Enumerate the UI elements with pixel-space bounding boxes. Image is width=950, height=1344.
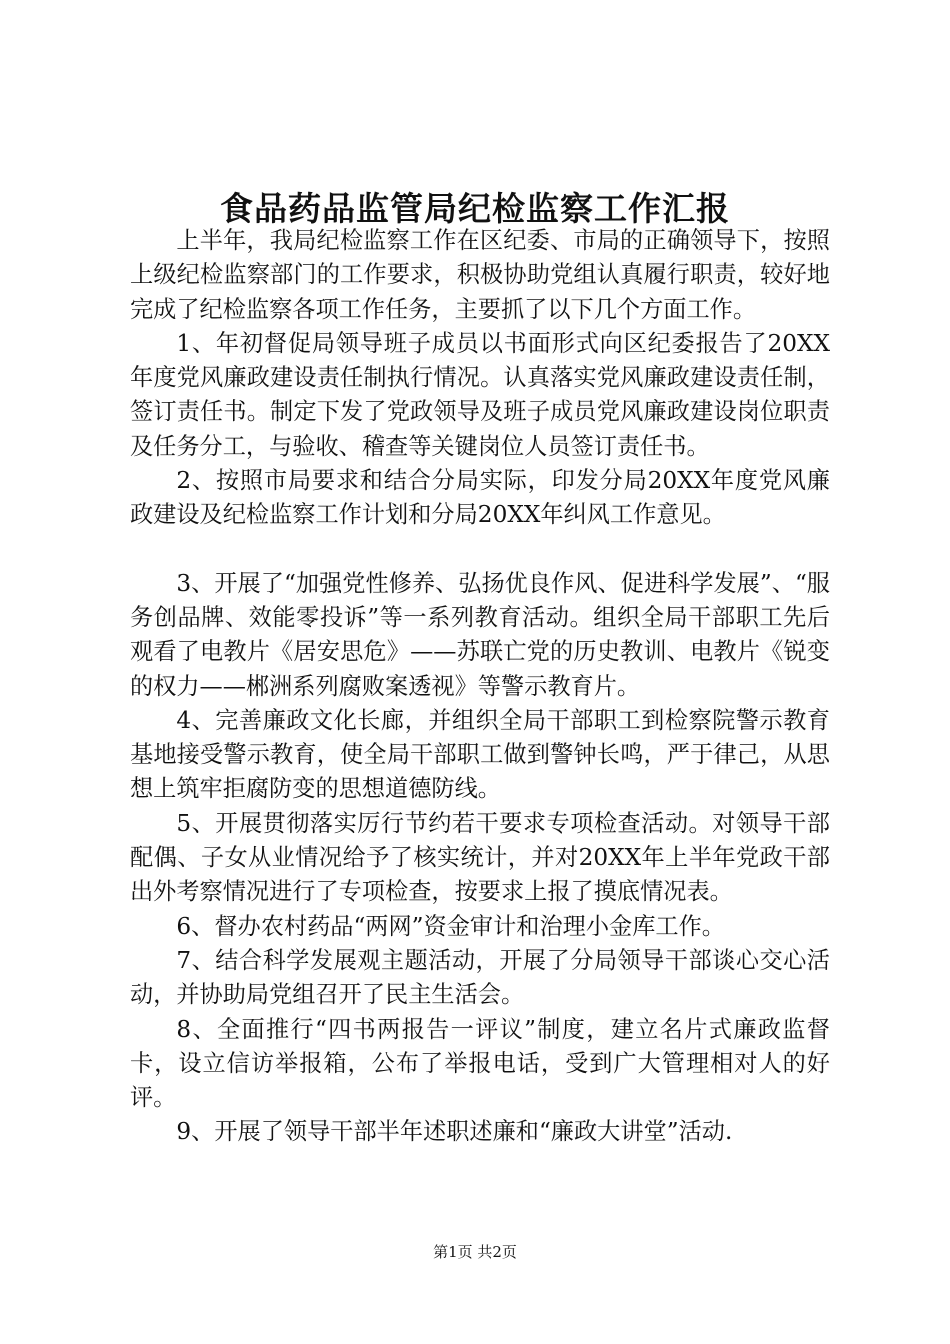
item-3-paragraph: 3、开展了“加强党性修养、弘扬优良作风、促进科学发展”、“服务创品牌、效能零投诉”等一系列教育活动。组织全局干部职工先后观看了电教片《居安思危》——苏联亡党的历史教训、电教片《锐变的权力——郴洲系列腐败案透视》等警示教育片。: [130, 569, 830, 700]
item-4-paragraph: 4、完善廉政文化长廊，并组织全局干部职工到检察院警示教育基地接受警示教育，使全局干部职工做到警钟长鸣，严于律己，从思想上筑牢拒腐防变的思想道德防线。: [130, 706, 830, 803]
item-2-paragraph: 2、按照市局要求和结合分局实际，印发分局20XX年度党风廉政建设及纪检监察工作计划和分局20XX年纠风工作意见。: [130, 467, 830, 529]
document-body: [130, 224, 830, 1150]
item-7-paragraph: 7、结合科学发展观主题活动，开展了分局领导干部谈心交心活动，并协助局党组召开了民主生活会。: [130, 946, 830, 1009]
page-number-footer: 第1页 共2页: [433, 1243, 517, 1261]
document-title: 食品药品监管局纪检监察工作汇报: [220, 189, 730, 228]
item-1-paragraph: 1、年初督促局领导班子成员以书面形式向区纪委报告了20XX年度党风廉政建设责任制执行情况。认真落实党风廉政建设责任制，签订责任书。制定下发了党政领导及班子成员党风廉政建设岗位职责及任务分工，与验收、稽查等关键岗位人员签订责任书。: [130, 329, 830, 460]
intro-paragraph: 上半年，我局纪检监察工作在区纪委、市局的正确领导下，按照上级纪检监察部门的工作要求，积极协助党组认真履行职责，较好地完成了纪检监察各项工作任务，主要抓了以下几个方面工作。: [130, 227, 830, 323]
item-6-paragraph: 6、督办农村药品“两网”资金审计和治理小金库工作。: [176, 912, 725, 940]
item-9-paragraph: 9、开展了领导干部半年述职述廉和“廉政大讲堂”活动.: [176, 1118, 733, 1146]
item-8-paragraph: 8、全面推行“四书两报告一评议”制度，建立名片式廉政监督卡，设立信访举报箱，公布了举报电话，受到广大管理相对人的好评。: [130, 1015, 830, 1112]
item-5-paragraph: 5、开展贯彻落实厉行节约若干要求专项检查活动。对领导干部配偶、子女从业情况给予了核实统计，并对20XX年上半年党政干部出外考察情况进行了专项检查，按要求上报了摸底情况表。: [130, 809, 830, 906]
